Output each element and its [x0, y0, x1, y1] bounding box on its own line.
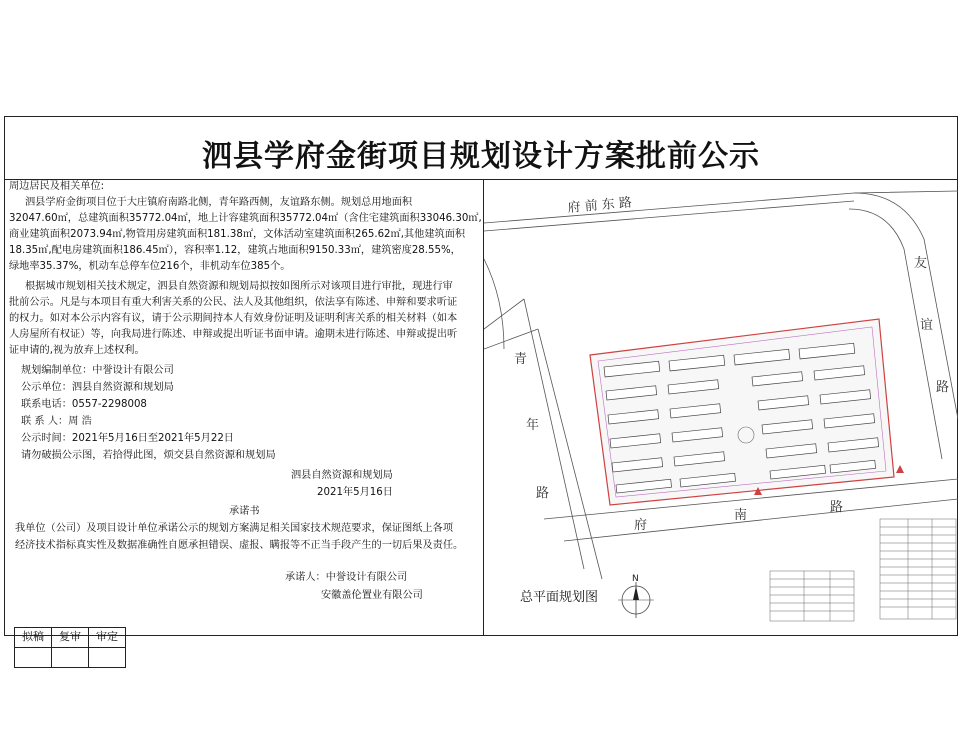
plan-label: 总平面规划图 [520, 590, 599, 605]
road-name-south-2: 南 [734, 508, 748, 523]
salutation: 周边居民及相关单位: [9, 181, 105, 192]
commitment-line: 经济技术指标真实性及数据准确性自愿承担错误、虚报、瞒报等不正当手段产生的一切后果及责任。 [15, 540, 464, 551]
signoff-review-sign [52, 648, 89, 668]
info-planner: 规划编制单位：中誉设计有限公司 [21, 365, 174, 376]
road-name-east-3: 路 [936, 380, 950, 395]
info-publisher: 公示单位：泗县自然资源和规划局 [21, 382, 174, 393]
para1-line: 18.35㎡,配电房建筑面积186.45㎡），容积率1.12，建筑占地面积9150.33㎡，建筑密度28.55%， [9, 245, 461, 256]
road-name-west-1: 青 [514, 352, 528, 367]
issue-date: 2021年5月16日 [317, 487, 393, 498]
site-plan-panel [484, 179, 957, 635]
road-name-west-3: 路 [536, 486, 550, 501]
info-period: 公示时间：2021年5月16日至2021年5月22日 [21, 433, 234, 444]
para1-line: 32047.60㎡，总建筑面积35772.04㎡，地上计容建筑面积35772.04㎡（含住宅建筑面积33046.30㎡, [9, 213, 482, 224]
commitment-line: 我单位（公司）及项目设计单位承诺公示的规划方案满足相关国家技术规范要求，保证图纸上各项 [15, 523, 454, 534]
notice-board [4, 116, 958, 644]
info-contact: 联 系 人：周 浩 [21, 416, 92, 427]
page-title: 泗县学府金街项目规划设计方案批前公示 [202, 139, 760, 174]
issuer: 泗县自然资源和规划局 [291, 470, 393, 481]
info-phone: 联系电话：0557-2298008 [21, 399, 147, 410]
north-arrow-icon [618, 582, 654, 618]
para2-line: 批前公示。凡是与本项目有重大利害关系的公民、法人及其他组织，依法享有陈述、申辩和要求听证 [9, 297, 458, 308]
signoff-draft-sign [15, 648, 52, 668]
signoff-review: 复审 [52, 628, 89, 648]
road-name-south-3: 路 [830, 500, 844, 515]
road-name-south-1: 府 [634, 518, 648, 533]
commitment-heading: 承诺书 [229, 506, 260, 517]
north-arrow-label: N [632, 574, 639, 584]
unit-table [770, 571, 854, 621]
signoff-draft: 拟稿 [15, 628, 52, 648]
committer-second: 安徽盖伦置业有限公司 [321, 590, 423, 601]
notice-text-panel [5, 179, 484, 644]
committer: 承诺人：中誉设计有限公司 [285, 572, 408, 583]
indicator-table [880, 519, 956, 619]
para2-line: 证申请的,视为放弃上述权利。 [9, 345, 145, 356]
signoff-approve-sign [89, 648, 126, 668]
road-name-north: 府 前 东 路 [567, 195, 633, 216]
road-name-west-2: 年 [526, 418, 540, 433]
signoff-table [14, 627, 126, 668]
para1-line: 泗县学府金街项目位于大庄镇府南路北侧，青年路西侧，友谊路东侧。规划总用地面积 [25, 197, 413, 208]
para1-line: 绿地率35.37%，机动车总停车位216个，非机动车位385个。 [9, 261, 291, 272]
road-name-east-1: 友 [914, 256, 928, 271]
road-name-east-2: 谊 [920, 318, 934, 333]
para2-line: 的权力。如对本公示内容有议，请于公示期间持本人有效身份证明及证明利害关系的相关材料（如本 [9, 313, 458, 324]
info-warning: 请勿破损公示图，若拾得此图，烦交县自然资源和规划局 [21, 450, 276, 461]
title-row [5, 117, 957, 180]
para2-line: 人房屋所有权证）等，向我局进行陈述、申辩或提出听证书面申请。逾期未进行陈述、申辩或提出听 [9, 329, 458, 340]
signoff-approve: 审定 [89, 628, 126, 648]
site-plan-drawing [484, 179, 958, 635]
para2-line: 根据城市规划相关技术规定，泗县自然资源和规划局拟按如图所示对该项目进行审批，现进行审 [25, 281, 453, 292]
entrance-marker [896, 465, 904, 473]
para1-line: 商业建筑面积2073.94㎡,物管用房建筑面积181.38㎡，文体活动室建筑面积265.62㎡,其他建筑面积 [9, 229, 466, 240]
